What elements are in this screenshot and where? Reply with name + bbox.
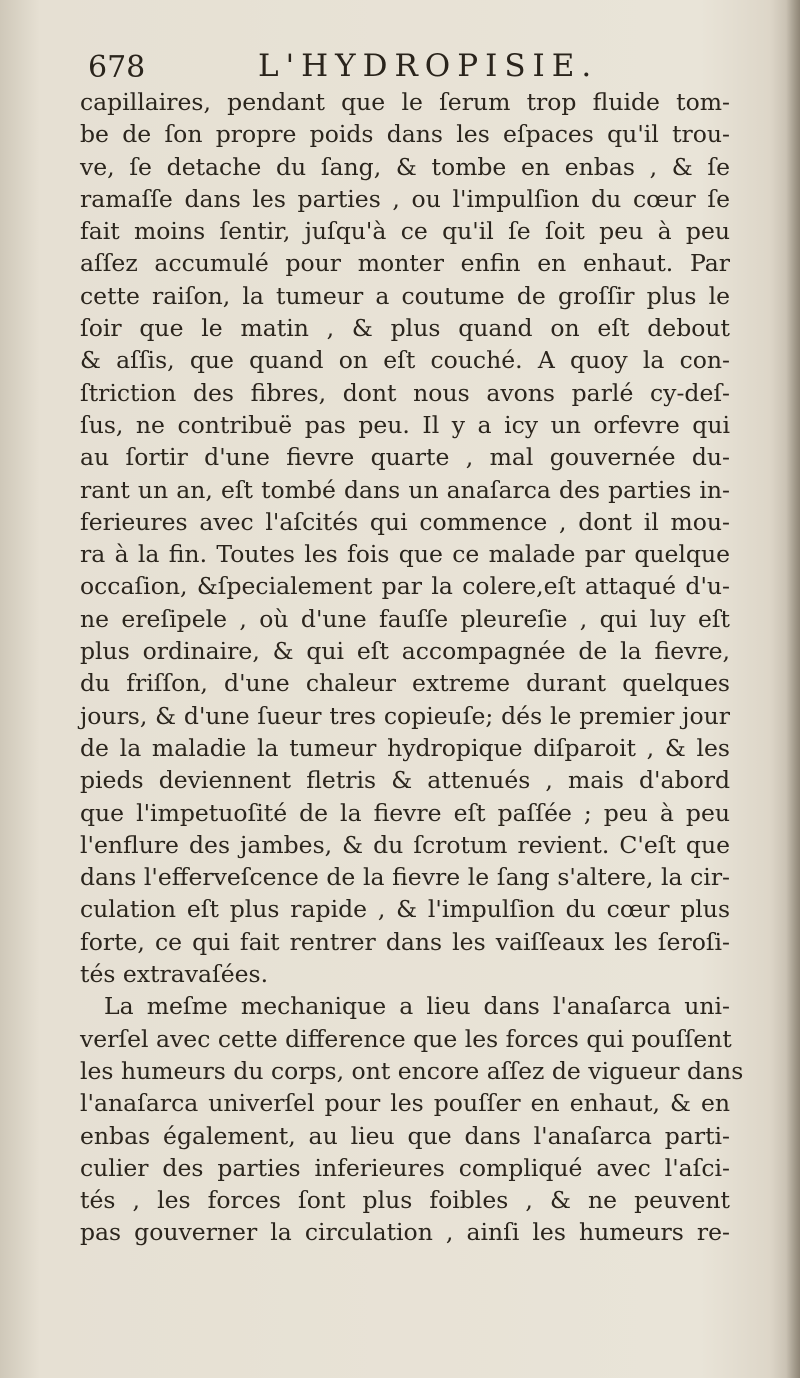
page-number: 678 [88,50,146,85]
text-line: pas gouverner la circulation , ainſi les humeurs re- [80,1218,730,1247]
body-text [80,86,744,1249]
text-line: verſel avec cette difference que les forces qui pouſſent [80,1024,732,1053]
text-line: l'enflure des jambes, & du ſcrotum revient. C'eſt que [80,830,730,859]
text-line: aſſez accumulé pour monter enfin en enhaut. Par [80,249,730,278]
text-line: au ſortir d'une fievre quarte , mal gouvernée du- [80,443,730,472]
text-line: rant un an, eſt tombé dans un anaſarca des parties in- [80,475,730,504]
text-line: enbas également, au lieu que dans l'anaſarca parti- [80,1121,730,1150]
paragraph-end-line: tés extravaſées. [80,960,269,989]
text-line: be de ſon propre poids dans les eſpaces qu'il trou- [80,120,730,149]
text-line: fait moins ſentir, juſqu'à ce qu'il ſe ſoit peu à peu [80,217,730,246]
text-line: ferieures avec l'aſcités qui commence , dont il mou- [80,507,730,536]
text-line: ra à la fin. Toutes les fois que ce malade par quelque [80,540,730,569]
text-line: de la maladie la tumeur hydropique diſparoit , & les [80,733,730,762]
text-line: & aſſis, que quand on eſt couché. A quoy la con- [80,346,730,375]
text-line: que l'impetuoſité de la fievre eſt paſſée ; peu à peu [80,798,730,827]
text-line: dans l'efferveſcence de la fievre le ſang s'altere, la cir- [80,863,730,892]
text-line: ne ereſipele , où d'une fauſſe pleureſie , qui luy eſt [80,604,730,633]
paragraph-start-line: La meſme mechanique a lieu dans l'anaſarca uni- [104,992,730,1021]
text-line: culation eſt plus rapide , & l'impulſion du cœur plus [80,895,730,924]
text-line: occaſion, &ſpecialement par la colere,eſt attaqué d'u- [80,572,730,601]
text-line: jours, & d'une ſueur tres copieuſe; dés le premier jour [80,701,730,730]
text-line: ramaſſe dans les parties , ou l'impulſion du cœur ſe [80,184,730,213]
running-head: L'HYDROPISIE. [258,48,599,84]
text-line: du friſſon, d'une chaleur extreme durant quelques [80,669,730,698]
text-line: les humeurs du corps, ont encore aſſez de vigueur dans [80,1056,744,1085]
text-line: ſtriction des fibres, dont nous avons parlé cy-deſ- [80,378,730,407]
text-line: ſoir que le matin , & plus quand on eſt debout [80,314,730,343]
text-line: plus ordinaire, & qui eſt accompagnée de la fievre, [80,637,730,666]
text-line: ve, ſe detache du ſang, & tombe en enbas , & ſe [80,152,730,181]
text-line: ſus, ne contribuë pas peu. Il y a icy un orfevre qui [80,410,730,439]
text-line: capillaires, pendant que le ſerum trop fluide tom- [80,88,730,116]
text-line: l'anaſarca univerſel pour les pouſſer en enhaut, & en [80,1089,730,1118]
text-line: forte, ce qui fait rentrer dans les vaiſſeaux les ſeroſi- [80,927,730,956]
text-line: culier des parties inferieures compliqué avec l'aſci- [80,1153,730,1182]
text-line: pieds deviennent fletris & attenués , mais d'abord [80,766,730,795]
text-line: tés , les forces ſont plus foibles , & ne peuvent [80,1186,730,1215]
text-line: cette raiſon, la tumeur a coutume de groſſir plus le [80,281,730,310]
